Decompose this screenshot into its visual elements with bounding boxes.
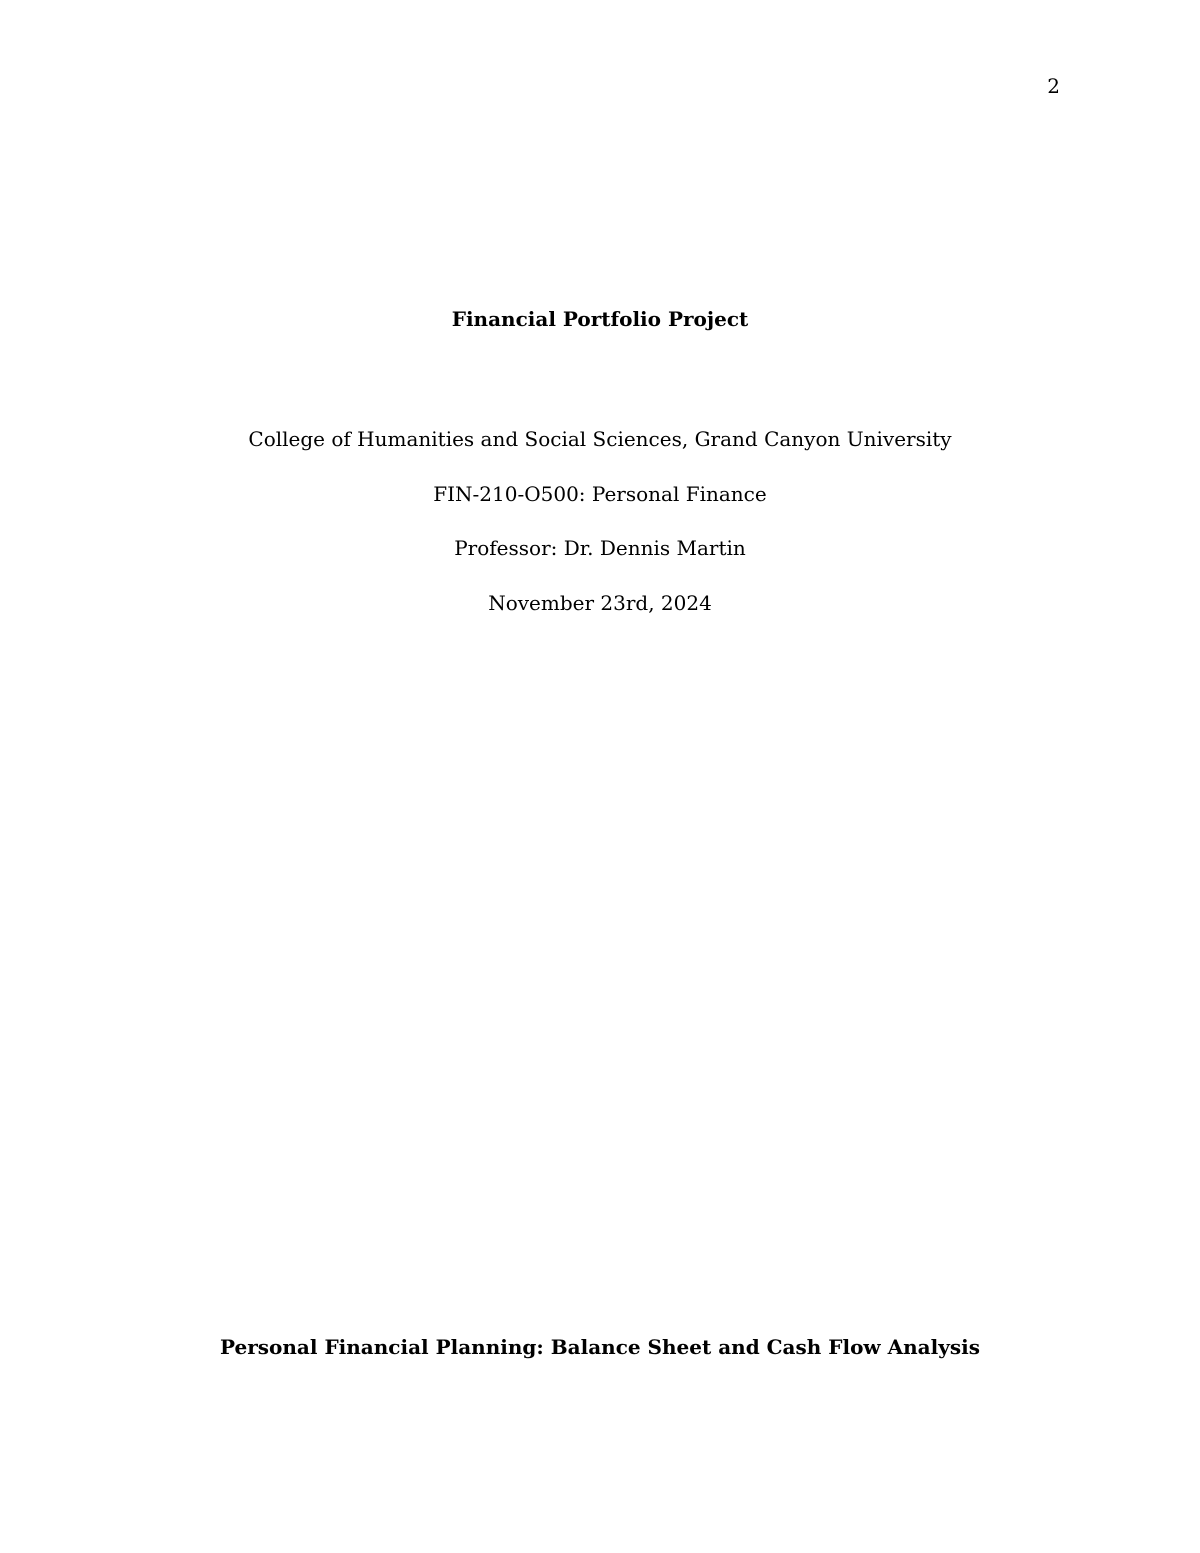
title-block <box>0 305 1200 333</box>
document-title: Financial Portfolio Project <box>451 307 749 331</box>
section-heading: Personal Financial Planning: Balance Sheet and Cash Flow Analysis <box>220 1335 980 1359</box>
date-line: November 23rd, 2024 <box>488 590 712 615</box>
course-line: FIN-210-O500: Personal Finance <box>433 481 767 506</box>
page-number: 2 <box>1047 74 1060 98</box>
professor-line: Professor: Dr. Dennis Martin <box>454 536 746 560</box>
institution-line: College of Humanities and Social Sciences, Grand Canyon University <box>248 427 952 451</box>
title-page-details <box>0 412 1200 630</box>
